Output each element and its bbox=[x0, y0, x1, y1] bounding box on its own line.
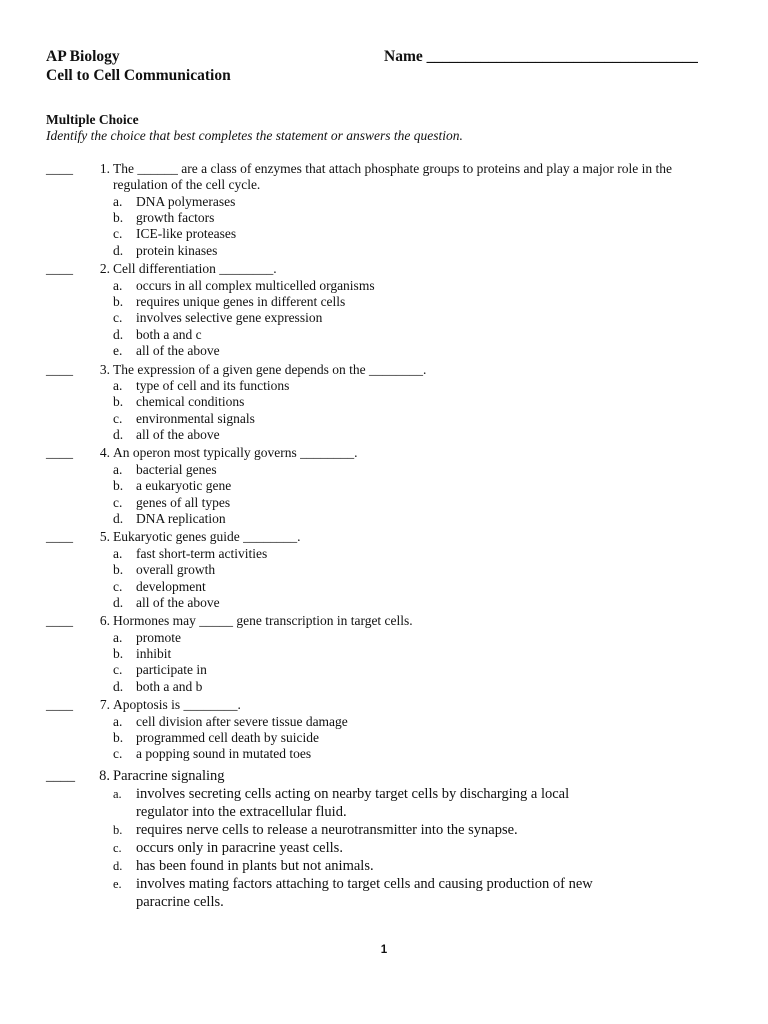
option-letter: c. bbox=[113, 410, 123, 426]
option-letter: c. bbox=[113, 226, 123, 242]
answer-blank: ____ bbox=[46, 767, 75, 784]
option-item bbox=[46, 394, 726, 410]
question-number: 3. bbox=[99, 361, 110, 377]
question-number: 7. bbox=[99, 697, 110, 713]
option-letter: c. bbox=[113, 662, 123, 678]
option-text: a eukaryotic gene bbox=[136, 478, 232, 494]
option-item bbox=[46, 785, 726, 821]
option-list bbox=[46, 278, 726, 360]
option-letter: b. bbox=[113, 562, 124, 578]
option-item bbox=[46, 478, 726, 494]
question-2 bbox=[46, 261, 726, 359]
option-letter: c. bbox=[113, 746, 123, 762]
answer-blank: ____ bbox=[46, 529, 73, 545]
option-text: development bbox=[136, 578, 206, 594]
question-text: Apoptosis is ________. bbox=[113, 697, 241, 713]
option-text: has been found in plants but not animals. bbox=[136, 857, 374, 874]
question-7 bbox=[46, 697, 726, 763]
option-text: chemical conditions bbox=[136, 394, 245, 410]
question-3 bbox=[46, 362, 726, 444]
option-item bbox=[46, 462, 726, 478]
option-text: a popping sound in mutated toes bbox=[136, 746, 312, 762]
option-item bbox=[46, 662, 726, 678]
option-text: environmental signals bbox=[136, 410, 255, 426]
option-letter: a. bbox=[113, 786, 122, 801]
question-8 bbox=[46, 767, 726, 911]
document-header bbox=[46, 47, 231, 85]
question-text: Eukaryotic genes guide ________. bbox=[113, 529, 301, 545]
section-title: Multiple Choice bbox=[46, 112, 139, 127]
option-text: cell division after severe tissue damage bbox=[136, 713, 348, 729]
option-text: growth factors bbox=[136, 210, 215, 225]
option-text: protein kinases bbox=[136, 242, 218, 258]
option-item bbox=[46, 875, 726, 911]
question-text: The expression of a given gene depends on the ________. bbox=[113, 361, 427, 377]
question-text: The ______ are a class of enzymes that attach phosphate groups to proteins and play a major role in the regulation of the cell cycle. bbox=[113, 161, 672, 193]
option-letter: c. bbox=[113, 310, 123, 326]
option-letter: a. bbox=[113, 629, 123, 645]
option-list bbox=[46, 785, 726, 911]
question-5 bbox=[46, 529, 726, 611]
option-item bbox=[46, 278, 726, 294]
section-instructions: Identify the choice that best completes the statement or answers the question. bbox=[46, 128, 463, 143]
option-text: promote bbox=[136, 629, 181, 645]
option-letter: c. bbox=[113, 840, 122, 855]
option-text: all of the above bbox=[136, 594, 220, 610]
option-item bbox=[46, 226, 726, 242]
option-text: involves secreting cells acting on nearby target cells by discharging a local regulator into the extracellular fluid. bbox=[136, 785, 570, 820]
name-field-label: Name ___________________________________ bbox=[384, 48, 698, 65]
option-letter: b. bbox=[113, 293, 124, 309]
option-item bbox=[46, 679, 726, 695]
option-text: programmed cell death by suicide bbox=[136, 729, 319, 745]
option-item bbox=[46, 495, 726, 511]
option-item bbox=[46, 243, 726, 259]
option-text: all of the above bbox=[136, 427, 220, 443]
option-letter: a. bbox=[113, 193, 123, 209]
option-letter: a. bbox=[113, 461, 123, 477]
option-item bbox=[46, 839, 726, 857]
option-letter: d. bbox=[113, 427, 124, 443]
option-item bbox=[46, 646, 726, 662]
option-text: involves mating factors attaching to target cells and causing production of new paracrine cells. bbox=[136, 875, 593, 910]
option-text: bacterial genes bbox=[136, 461, 217, 477]
option-item bbox=[46, 857, 726, 875]
option-text: both a and c bbox=[136, 326, 202, 342]
option-item bbox=[46, 343, 726, 359]
option-letter: b. bbox=[113, 210, 124, 225]
answer-blank: ____ bbox=[46, 445, 73, 461]
option-letter: a. bbox=[113, 713, 123, 729]
option-letter: d. bbox=[113, 326, 124, 342]
question-number: 2. bbox=[99, 261, 110, 277]
option-letter: a. bbox=[113, 545, 123, 561]
question-4 bbox=[46, 445, 726, 527]
option-item bbox=[46, 294, 726, 310]
option-text: ICE-like proteases bbox=[136, 226, 237, 242]
option-text: DNA polymerases bbox=[136, 193, 236, 209]
question-number: 1. bbox=[99, 161, 110, 176]
option-item bbox=[46, 210, 726, 226]
question-number: 5. bbox=[99, 529, 110, 545]
option-letter: d. bbox=[113, 858, 123, 873]
section-header bbox=[46, 112, 463, 144]
option-text: genes of all types bbox=[136, 494, 231, 510]
option-item bbox=[46, 327, 726, 343]
option-item bbox=[46, 562, 726, 578]
answer-blank: ____ bbox=[46, 361, 73, 377]
option-item bbox=[46, 714, 726, 730]
question-text: Paracrine signaling bbox=[113, 767, 225, 784]
option-text: involves selective gene expression bbox=[136, 310, 323, 326]
option-letter: d. bbox=[113, 510, 124, 526]
option-item bbox=[46, 546, 726, 562]
option-letter: a. bbox=[113, 377, 123, 393]
option-item bbox=[46, 194, 726, 210]
option-letter: e. bbox=[113, 343, 123, 359]
option-letter: b. bbox=[113, 394, 124, 410]
option-letter: e. bbox=[113, 876, 122, 891]
question-number: 8. bbox=[99, 767, 110, 784]
question-text: Cell differentiation ________. bbox=[113, 261, 277, 277]
option-text: participate in bbox=[136, 662, 207, 678]
course-title: AP Biology bbox=[46, 48, 120, 65]
option-item bbox=[46, 595, 726, 611]
option-item bbox=[46, 511, 726, 527]
option-item bbox=[46, 378, 726, 394]
option-letter: b. bbox=[113, 822, 123, 837]
question-1 bbox=[46, 161, 726, 259]
question-list bbox=[46, 161, 726, 911]
option-text: overall growth bbox=[136, 562, 216, 578]
unit-title: Cell to Cell Communication bbox=[46, 67, 231, 84]
question-6 bbox=[46, 613, 726, 695]
option-letter: b. bbox=[113, 646, 124, 662]
option-text: both a and b bbox=[136, 678, 203, 694]
option-text: occurs only in paracrine yeast cells. bbox=[136, 839, 343, 856]
option-text: all of the above bbox=[136, 343, 220, 359]
option-list bbox=[46, 194, 726, 260]
page-number: 1 bbox=[380, 944, 388, 956]
option-text: requires nerve cells to release a neurotransmitter into the synapse. bbox=[136, 821, 518, 838]
option-item bbox=[46, 746, 726, 762]
question-number: 6. bbox=[99, 613, 110, 629]
option-text: type of cell and its functions bbox=[136, 377, 290, 393]
option-letter: d. bbox=[113, 678, 124, 694]
option-text: fast short-term activities bbox=[136, 545, 268, 561]
option-text: inhibit bbox=[136, 646, 172, 662]
option-letter: c. bbox=[113, 578, 123, 594]
option-text: DNA replication bbox=[136, 510, 226, 526]
option-item bbox=[46, 579, 726, 595]
option-item bbox=[46, 427, 726, 443]
answer-blank: ____ bbox=[46, 161, 73, 176]
option-item bbox=[46, 310, 726, 326]
option-list bbox=[46, 630, 726, 696]
question-text: An operon most typically governs ________. bbox=[113, 445, 358, 461]
option-list bbox=[46, 462, 726, 528]
option-list bbox=[46, 546, 726, 612]
option-item bbox=[46, 730, 726, 746]
option-item bbox=[46, 821, 726, 839]
option-text: requires unique genes in different cells bbox=[136, 293, 346, 309]
option-letter: c. bbox=[113, 494, 123, 510]
option-letter: b. bbox=[113, 729, 124, 745]
option-item bbox=[46, 630, 726, 646]
question-text: Hormones may _____ gene transcription in target cells. bbox=[113, 613, 413, 629]
option-letter: a. bbox=[113, 277, 123, 293]
option-list bbox=[46, 714, 726, 763]
question-number: 4. bbox=[99, 445, 110, 461]
option-letter: b. bbox=[113, 478, 124, 494]
option-list bbox=[46, 378, 726, 444]
option-letter: d. bbox=[113, 594, 124, 610]
answer-blank: ____ bbox=[46, 613, 73, 629]
answer-blank: ____ bbox=[46, 697, 73, 713]
option-text: occurs in all complex multicelled organisms bbox=[136, 277, 375, 293]
answer-blank: ____ bbox=[46, 261, 73, 277]
option-item bbox=[46, 411, 726, 427]
option-letter: d. bbox=[113, 242, 124, 258]
